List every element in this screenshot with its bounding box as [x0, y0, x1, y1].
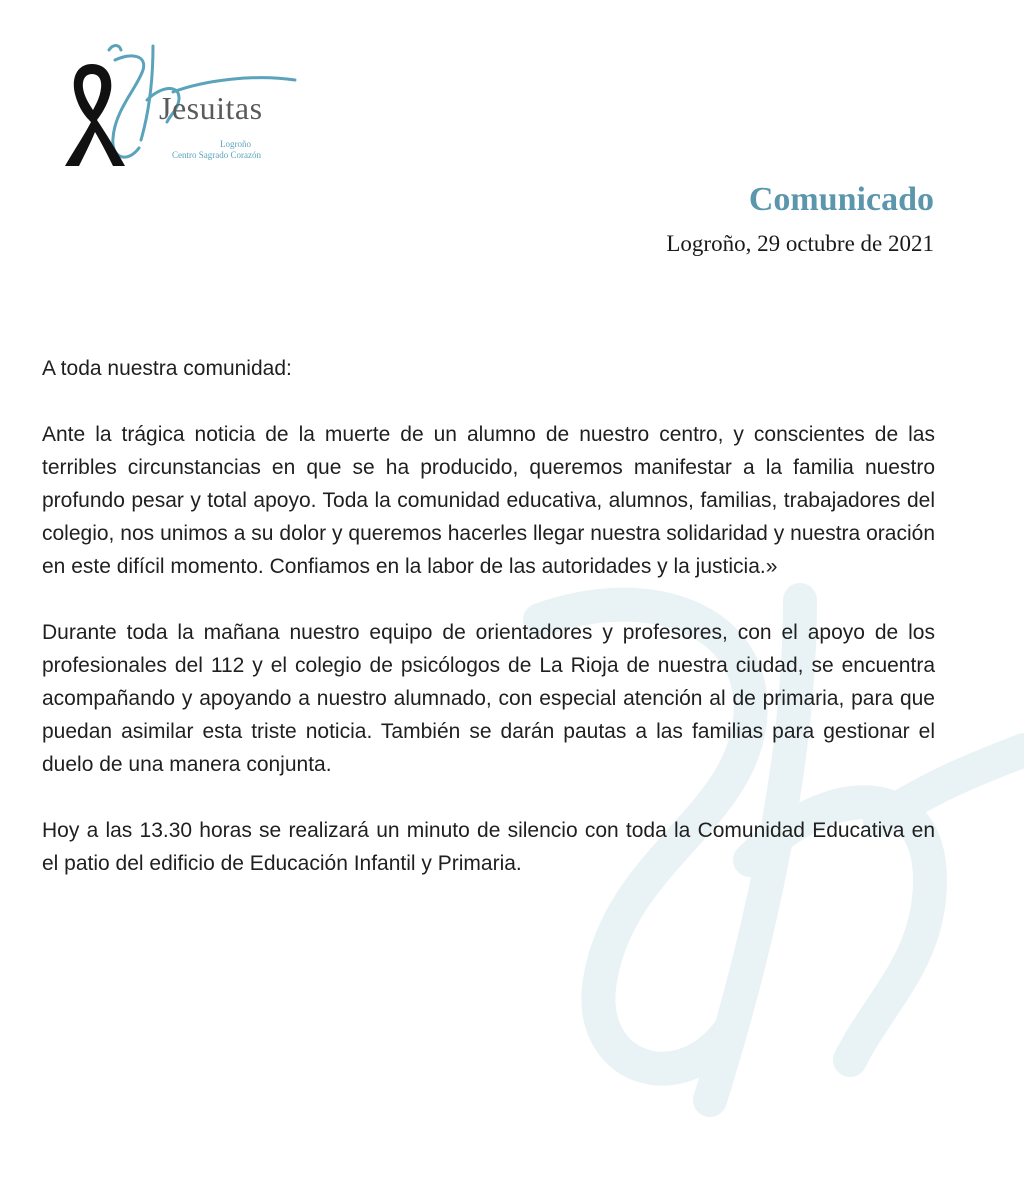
school-logo	[55, 40, 315, 180]
document-date: Logroño, 29 octubre de 2021	[666, 231, 934, 256]
paragraph-condolence: Ante la trágica noticia de la muerte de un alumno de nuestro centro, y conscientes de las terribles circunstancias en que se ha producido, queremos manifestar a la familia nuestro profundo pesar y total apoyo. Toda la comunidad educativa, alumnos, familias, trabajadores del colegio, nos unimos a su dolor y queremos hacerles llegar nuestra solidaridad y nuestra oración en este difícil momento. Confiamos en la labor de las autoridades y la justicia.»	[42, 423, 935, 578]
document-title: Comunicado	[748, 181, 934, 218]
logo-school: Centro Sagrado Corazón	[172, 150, 261, 160]
logo-name: Jesuitas	[159, 90, 263, 126]
letter-body	[42, 352, 935, 913]
paragraph-support: Durante toda la mañana nuestro equipo de orientadores y profesores, con el apoyo de los profesionales del 112 y el colegio de psicólogos de La Rioja de nuestra ciudad, se encuentra acompañando y apoyando a nuestro alumnado, con especial atención al de primaria, para que puedan asimilar esta triste noticia. También se darán pautas a las familias para gestionar el duelo de una manera conjunta.	[42, 621, 935, 776]
logo-city: Logroño	[220, 139, 251, 149]
mourning-ribbon-icon	[57, 60, 127, 170]
paragraph-silence: Hoy a las 13.30 horas se realizará un minuto de silencio con toda la Comunidad Educativa en el patio del edificio de Educación Infantil y Primaria.	[42, 819, 935, 875]
salutation: A toda nuestra comunidad:	[42, 357, 292, 380]
